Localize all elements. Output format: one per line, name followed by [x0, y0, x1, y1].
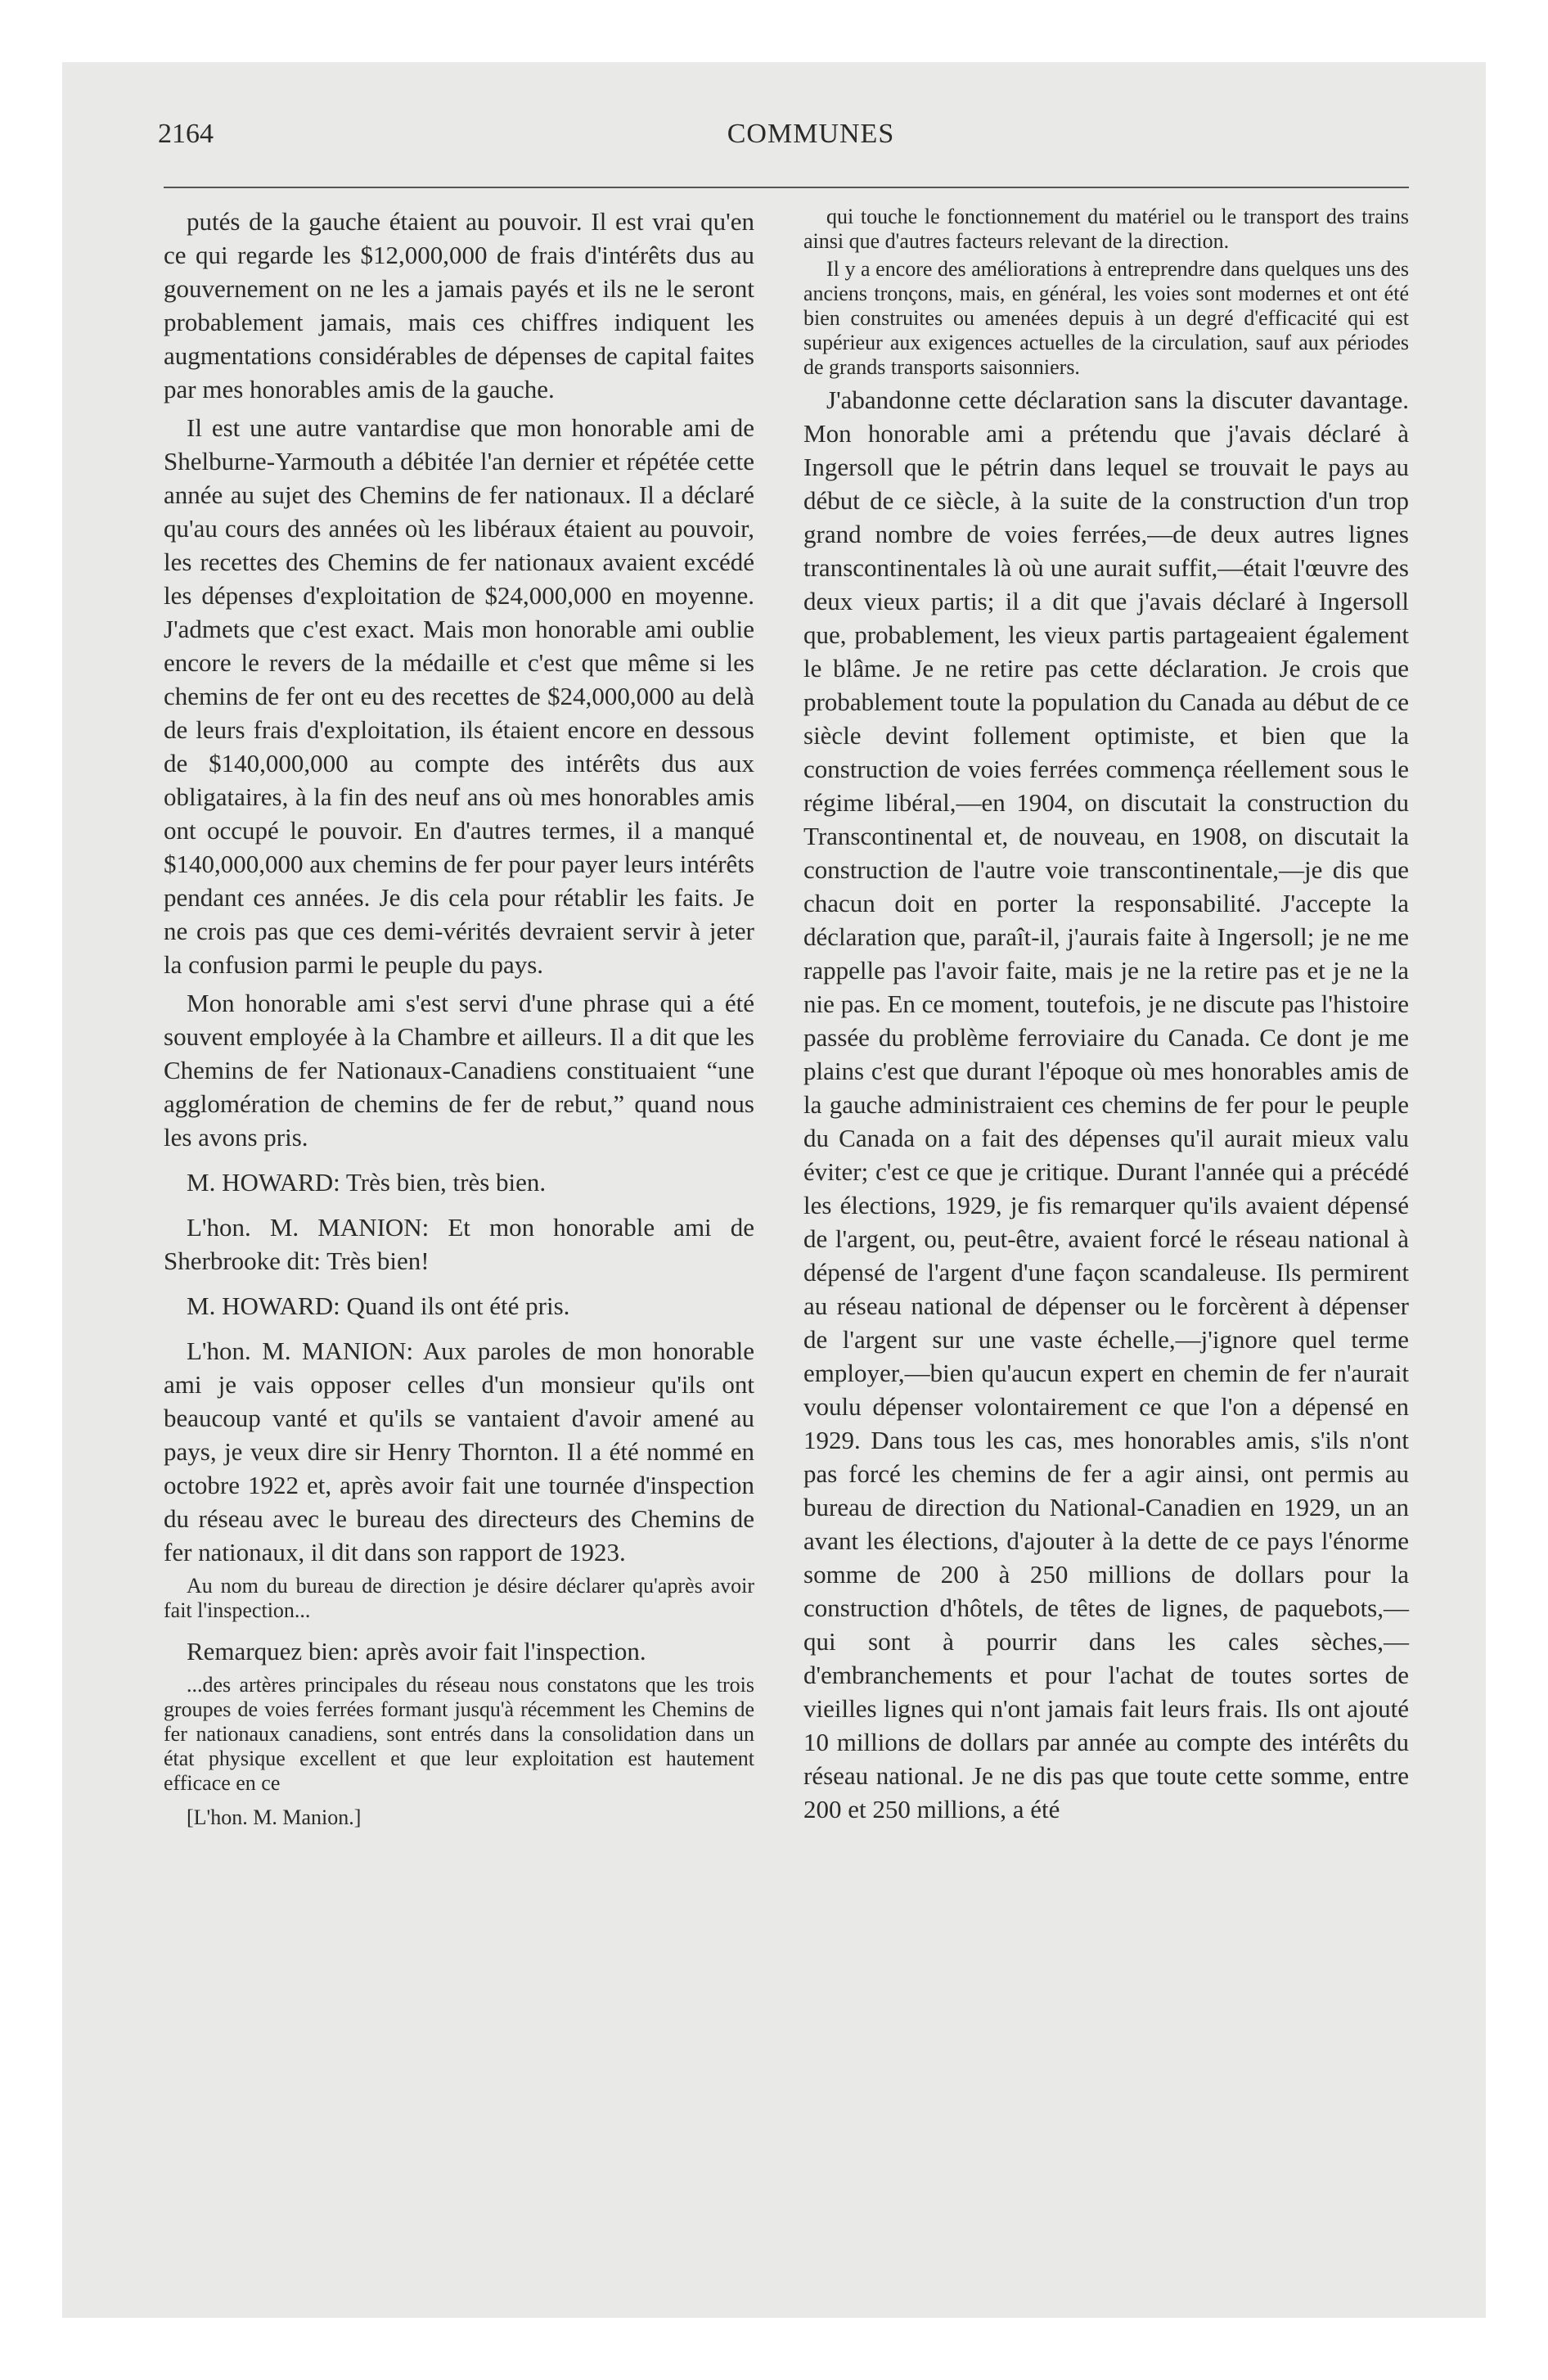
paragraph: putés de la gauche étaient au pouvoir. Il est vrai qu'en ce qui regarde les $12,000,000 de frais d'intérêts dus au gouvernement on ne les a jamais payés et ils ne le seront probablement jamais, mais ces chiffres indiquent les augmentations considérables de dépenses de capital faites par mes honorables amis de la gauche. [164, 207, 754, 403]
quotation: qui touche le fonctionnement du matériel ou le transport des trains ainsi que d'autres facteurs relevant de la direction. [803, 205, 1409, 253]
running-title: COMMUNES [727, 119, 895, 149]
page-header [97, 119, 1406, 168]
left-column [164, 205, 754, 1830]
quotation: ...des artères principales du réseau nous constatons que les trois groupes de voies ferrées formant jusqu'à récemment les Chemins de fer nationaux canadiens, sont entrés dans la consolidation dans un état physique excellent et que leur exploitation est hautement efficace en ce [164, 1673, 754, 1795]
quotation: Au nom du bureau de direction je désire déclarer qu'après avoir fait l'inspection... [164, 1574, 754, 1622]
speaker-line: L'hon. M. MANION: Et mon honorable ami de Sherbrooke dit: Très bien! [164, 1213, 754, 1275]
quotation: Il y a encore des améliorations à entreprendre dans quelques uns des anciens tronçons, mais, en général, les voies sont modernes et ont été bien construites ou amenées depuis à un degré d'efficacité qui est supérieur aux exigences actuelles de la circulation, sauf aux périodes de grands transports saisonniers. [803, 257, 1409, 379]
paragraph: J'abandonne cette déclaration sans la discuter davantage. Mon honorable ami a prétendu que j'avais déclaré à Ingersoll que le pétrin dans lequel se trouvait le pays au début de ce siècle, à la suite de la construction d'un trop grand nombre de voies ferrées,—de deux autres lignes transcontinentales là où une aurait suffit,—était l'œuvre des deux vieux partis; il a dit que j'avais déclaré à Ingersoll que, probablement, les vieux partis partageaient également le blâme. Je ne retire pas cette déclaration. Je crois que probablement toute la population du Canada au début de ce siècle devint follement optimiste, et bien que la construction de voies ferrées commença réellement sous le régime libéral,—en 1904, on discutait la construction du Transcontinental et, de nouveau, en 1908, on discutait la construction de l'autre voie transcontinentale,—je dis que chacun doit en porter la responsabilité. J'accepte la déclaration que, paraît-il, j'aurais faite à Ingersoll; je ne me rappelle pas l'avoir faite, mais je ne la retire pas et je ne la nie pas. En ce moment, toutefois, je ne discute pas l'histoire passée du problème ferroviaire du Canada. Ce dont je me plains c'est que durant l'époque où mes honorables amis de la gauche administraient ces chemins de fer pour le peuple du Canada on a fait des dépenses qu'il aurait mieux valu éviter; c'est ce que je critique. Durant l'année qui a précédé les élections, 1929, je fis remarquer qu'ils avaient dépensé de l'argent, ou, peut-être, avaient forcé le réseau national à dépensé de l'argent d'une façon scandaleuse. Ils permirent au réseau national de dépenser ou le forcèrent à dépenser de l'argent sur une vaste échelle,—j'ignore quel terme employer,—bien qu'aucun expert en chemin de fer n'aurait voulu dépenser volontairement ce que l'on a dépensé en 1929. Dans tous les cas, mes honorables amis, s'ils n'ont pas forcé les chemins de fer a agir ainsi, ont permis au bureau de direction du National-Canadien en 1929, un an avant les élections, d'ajouter à la dette de ce pays l'énorme somme de 200 à 250 millions de dollars pour la construction d'hôtels, de têtes de lignes, de paquebots,—qui sont à pourrir dans les cales sèches,—d'embranchements et pour l'achat de toutes sortes de vieilles lignes qui n'ont jamais fait leurs frais. Ils ont ajouté 10 millions de dollars par année au compte des intérêts du réseau national. Je ne dis pas que toute cette somme, entre 200 et 250 millions, a été [803, 385, 1409, 1823]
paragraph: Mon honorable ami s'est servi d'une phrase qui a été souvent employée à la Chambre et ailleurs. Il a dit que les Chemins de fer Nationaux-Canadiens constituaient “une agglomération de chemins de fer de rebut,” quand nous les avons pris. [164, 989, 754, 1152]
speaker-line: M. HOWARD: Quand ils ont été pris. [187, 1291, 570, 1320]
page-number: 2164 [158, 119, 214, 149]
speaker-signature: [L'hon. M. Manion.] [187, 1805, 362, 1829]
paragraph: Remarquez bien: après avoir fait l'inspection. [187, 1637, 646, 1666]
speaker-line: L'hon. M. MANION: Aux paroles de mon honorable ami je vais opposer celles d'un monsieur qu'ils ont beaucoup vanté et qu'ils se vantaient d'avoir amené au pays, je veux dire sir Henry Thornton. Il a été nommé en octobre 1922 et, après avoir fait une tournée d'inspection du réseau avec le bureau des directeurs des Chemins de fer nationaux, il dit dans son rapport de 1923. [164, 1336, 754, 1566]
right-column [803, 205, 1409, 1831]
header-rule [164, 187, 1409, 188]
speaker-line: M. HOWARD: Très bien, très bien. [187, 1168, 547, 1197]
paragraph: Il est une autre vantardise que mon honorable ami de Shelburne-Yarmouth a débitée l'an dernier et répétée cette année au sujet des Chemins de fer nationaux. Il a déclaré qu'au cours des années où les libéraux étaient au pouvoir, les recettes des Chemins de fer nationaux avaient excédé les dépenses d'exploitation de $24,000,000 en moyenne. J'admets que c'est exact. Mais mon honorable ami oublie encore le revers de la médaille et c'est que même si les chemins de fer ont eu des recettes de $24,000,000 au delà de leurs frais d'exploitation, ils étaient encore en dessous de $140,000,000 au compte des intérêts dus aux obligataires, à la fin des neuf ans où mes honorables amis ont occupé le pouvoir. En d'autres termes, il a manqué $140,000,000 aux chemins de fer pour payer leurs intérêts pendant ces années. Je dis cela pour rétablir les faits. Je ne crois pas que ces demi-vérités devraient servir à jeter la confusion parmi le peuple du pays. [164, 413, 754, 979]
